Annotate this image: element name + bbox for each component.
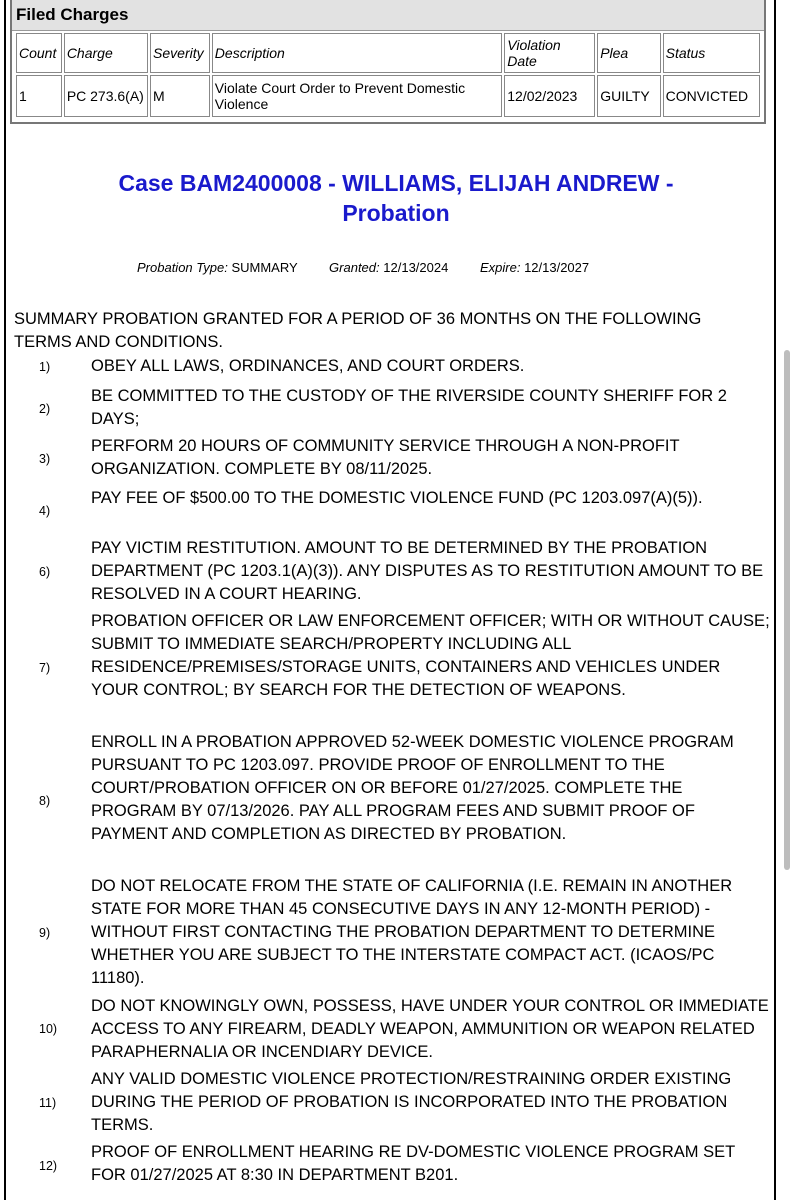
term-number: 10) bbox=[39, 1022, 58, 1036]
term-number: 4) bbox=[39, 504, 51, 518]
cell-charge: PC 273.6(A) bbox=[64, 75, 148, 117]
term-text: DO NOT KNOWINGLY OWN, POSSESS, HAVE UNDER YOUR CONTROL OR IMMEDIATE ACCESS TO ANY FIREARM, DEADLY WEAPON, AMMUNITION OR WEAPON RELATED PARAPHERNALIA OR INCENDIARY DEVICE. bbox=[91, 997, 769, 1061]
cell-plea: GUILTY bbox=[597, 75, 660, 117]
filed-charges-title: Filed Charges bbox=[12, 0, 764, 31]
term-text: PERFORM 20 HOURS OF COMMUNITY SERVICE THROUGH A NON-PROFIT ORGANIZATION. COMPLETE BY 08/11/2025. bbox=[91, 437, 680, 478]
term-text: DO NOT RELOCATE FROM THE STATE OF CALIFORNIA (I.E. REMAIN IN ANOTHER STATE FOR MORE THAN 45 CONSECUTIVE DAYS IN ANY 12-MONTH PERIOD) -WITHOUT FIRST CONTACTING THE PROBATION DEPARTMENT TO DETERMINE WHETHER YOU ARE SUBJECT TO THE INTERSTATE COMPACT ACT. (ICAOS/PC 11180). bbox=[91, 877, 733, 987]
term-text: PROOF OF ENROLLMENT HEARING RE DV-DOMESTIC VIOLENCE PROGRAM SET FOR 01/27/2025 AT 8:30 IN DEPARTMENT B201. bbox=[91, 1143, 735, 1184]
probation-expire-value: 12/13/2027 bbox=[524, 260, 590, 275]
term-number: 8) bbox=[39, 794, 51, 808]
vertical-scrollbar[interactable] bbox=[784, 350, 790, 870]
cell-severity: M bbox=[150, 75, 210, 117]
table-header-row bbox=[16, 33, 760, 73]
term-number: 11) bbox=[39, 1096, 57, 1110]
list-item bbox=[14, 355, 774, 378]
term-text: ENROLL IN A PROBATION APPROVED 52-WEEK DOMESTIC VIOLENCE PROGRAM PURSUANT TO PC 1203.097. PROVIDE PROOF OF ENROLLMENT TO THE COURT/PROBATION OFFICER ON OR BEFORE 01/27/2025. COMPLETE THE PROGRAM BY 07/13/2026. PAY ALL PROGRAM FEES AND SUBMIT PROOF OF PAYMENT AND COMPLETION AS DIRECTED BY PROBATION. bbox=[91, 733, 734, 843]
col-header-plea: Plea bbox=[597, 33, 660, 73]
term-number: 1) bbox=[39, 360, 51, 374]
filed-charges-table bbox=[14, 31, 762, 119]
filed-charges-panel bbox=[10, 0, 766, 124]
term-number: 9) bbox=[39, 926, 51, 940]
case-title-text: Case BAM2400008 - WILLIAMS, ELIJAH ANDREW - Probation bbox=[118, 170, 674, 226]
list-item bbox=[14, 487, 774, 533]
term-text: BE COMMITTED TO THE CUSTODY OF THE RIVERSIDE COUNTY SHERIFF FOR 2 DAYS; bbox=[91, 387, 727, 428]
term-text: PROBATION OFFICER OR LAW ENFORCEMENT OFFICER; WITH OR WITHOUT CAUSE; SUBMIT TO IMMEDIATE SEARCH/PROPERTY INCLUDING ALL RESIDENCE/PREMISES/STORAGE UNITS, CONTAINERS AND VEHICLES UNDER YOUR CONTROL; BY SEARCH FOR THE DETECTION OF WEAPONS. bbox=[91, 612, 770, 699]
list-item bbox=[14, 610, 774, 725]
table-row bbox=[16, 75, 760, 117]
probation-intro: SUMMARY PROBATION GRANTED FOR A PERIOD OF 36 MONTHS ON THE FOLLOWING TERMS AND CONDITIONS. bbox=[14, 310, 702, 351]
list-item bbox=[14, 1141, 774, 1187]
term-text: PAY FEE OF $500.00 TO THE DOMESTIC VIOLENCE FUND (PC 1203.097(A)(5)). bbox=[91, 489, 703, 507]
probation-type-label: Probation Type: bbox=[137, 260, 228, 275]
term-number: 12) bbox=[39, 1159, 58, 1173]
list-item bbox=[14, 995, 774, 1064]
term-text: ANY VALID DOMESTIC VIOLENCE PROTECTION/RESTRAINING ORDER EXISTING DURING THE PERIOD OF PROBATION IS INCORPORATED INTO THE PROBATION TERMS. bbox=[91, 1070, 732, 1134]
col-header-status: Status bbox=[663, 33, 760, 73]
cell-description: Violate Court Order to Prevent Domestic Violence bbox=[212, 75, 502, 117]
term-number: 2) bbox=[39, 402, 51, 416]
col-header-severity: Severity bbox=[150, 33, 210, 73]
cell-count: 1 bbox=[16, 75, 62, 117]
list-item bbox=[14, 731, 774, 869]
list-item bbox=[14, 875, 774, 990]
col-header-count: Count bbox=[16, 33, 62, 73]
case-title bbox=[0, 168, 792, 228]
list-item bbox=[14, 537, 774, 606]
col-header-description: Description bbox=[212, 33, 502, 73]
term-number: 6) bbox=[39, 565, 51, 579]
cell-status: CONVICTED bbox=[663, 75, 760, 117]
list-item bbox=[14, 1068, 774, 1137]
term-number: 7) bbox=[39, 661, 51, 675]
col-header-charge: Charge bbox=[64, 33, 148, 73]
probation-granted-value: 12/13/2024 bbox=[383, 260, 449, 275]
col-header-violation-date: Violation Date bbox=[504, 33, 595, 73]
probation-info bbox=[137, 260, 617, 275]
term-text: PAY VICTIM RESTITUTION. AMOUNT TO BE DETERMINED BY THE PROBATION DEPARTMENT (PC 1203.1(A)(3)). ANY DISPUTES AS TO RESTITUTION AMOUNT TO BE RESOLVED IN A COURT HEARING. bbox=[91, 539, 764, 603]
term-text: OBEY ALL LAWS, ORDINANCES, AND COURT ORDERS. bbox=[91, 357, 525, 375]
probation-expire bbox=[480, 260, 589, 275]
probation-type-value: SUMMARY bbox=[231, 260, 298, 275]
probation-granted bbox=[329, 260, 452, 275]
probation-type bbox=[137, 260, 301, 275]
term-number: 3) bbox=[39, 452, 51, 466]
probation-expire-label: Expire: bbox=[479, 260, 521, 275]
probation-granted-label: Granted: bbox=[329, 260, 380, 275]
list-item bbox=[14, 435, 774, 481]
cell-violation-date: 12/02/2023 bbox=[504, 75, 595, 117]
list-item bbox=[14, 385, 774, 431]
